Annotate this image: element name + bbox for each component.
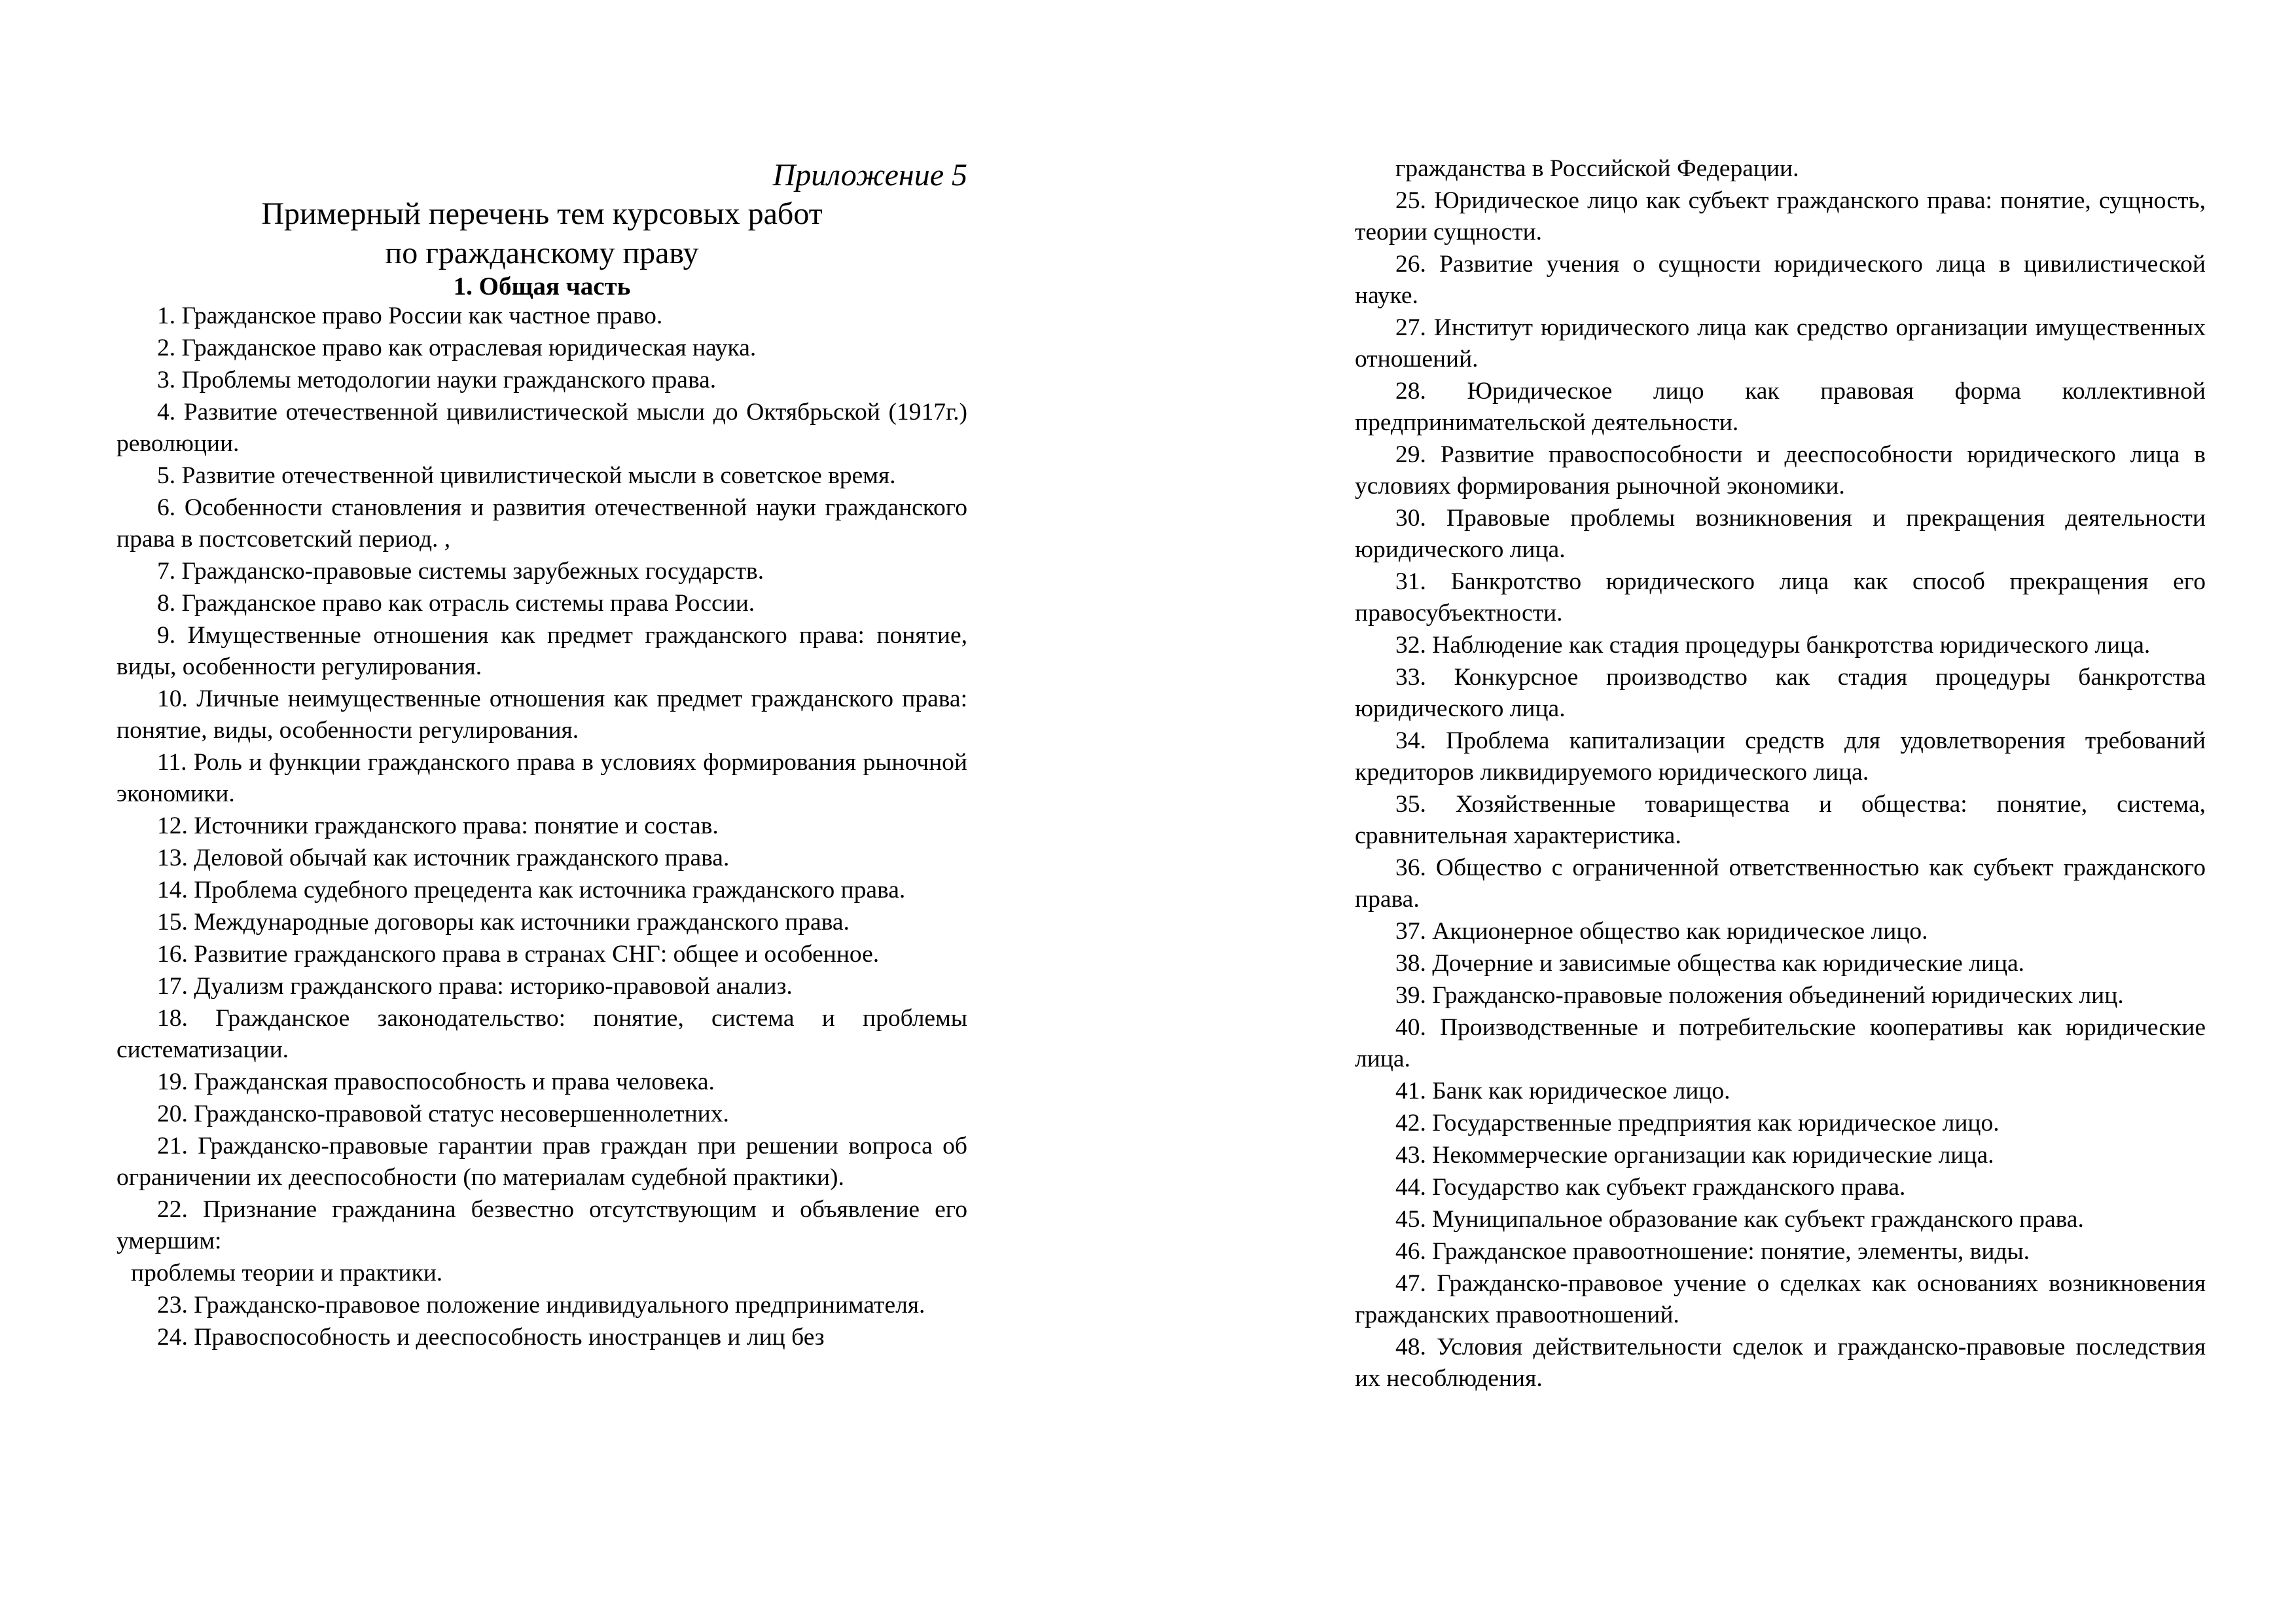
list-item: 17. Дуализм гражданского права: историко-правовой анализ.: [157, 973, 793, 1000]
list-item: 9. Имущественные отношения как предмет гражданского права: понятие, виды, особенности регулирования.: [117, 622, 967, 680]
list-item: 22. Признание гражданина безвестно отсутствующим и объявление его умершим:: [117, 1196, 967, 1254]
list-item: 27. Институт юридического лица как средство организации имущественных отношений.: [1355, 314, 2206, 373]
list-item: 25. Юридическое лицо как субъект гражданского права: понятие, сущность, теории сущности.: [1355, 187, 2206, 246]
list-item: 24. Правоспособность и дееспособность иностранцев и лиц без: [157, 1324, 825, 1351]
list-item: 1. Гражданское право России как частное право.: [157, 302, 663, 329]
list-item: 20. Гражданско-правовой статус несовершеннолетних.: [157, 1101, 729, 1127]
list-item: 23. Гражданско-правовое положение индивидуального предпринимателя.: [157, 1292, 925, 1319]
list-item: 19. Гражданская правоспособность и права человека.: [157, 1068, 715, 1095]
list-item: 15. Международные договоры как источники гражданского права.: [157, 909, 850, 936]
list-item: 47. Гражданско-правовое учение о сделках как основаниях возникновения гражданских правоотношений.: [1355, 1270, 2206, 1328]
title-line-2: по гражданскому праву: [385, 236, 699, 270]
list-item: 13. Деловой обычай как источник гражданского права.: [157, 845, 730, 871]
list-item: 30. Правовые проблемы возникновения и прекращения деятельности юридического лица.: [1355, 505, 2206, 563]
list-item: 21. Гражданско-правовые гарантии прав граждан при решении вопроса об ограничении их дееспособности (по материалам судебной практики).: [117, 1133, 967, 1191]
list-item: 35. Хозяйственные товарищества и общества: понятие, система, сравнительная характеристика.: [1355, 791, 2206, 849]
appendix-label: Приложение 5: [772, 158, 967, 192]
list-item: 2. Гражданское право как отраслевая юридическая наука.: [157, 335, 757, 361]
list-item: 43. Некоммерческие организации как юридические лица.: [1395, 1142, 1994, 1169]
list-item: 7. Гражданско-правовые системы зарубежных государств.: [157, 558, 764, 585]
title-line-1: Примерный перечень тем курсовых работ: [261, 196, 823, 231]
list-item: 42. Государственные предприятия как юридическое лицо.: [1395, 1110, 2000, 1137]
list-item-continuation: проблемы теории и практики.: [131, 1260, 443, 1286]
list-item: 48. Условия действительности сделок и гражданско-правовые последствия их несоблюдения.: [1355, 1334, 2206, 1392]
list-item: 29. Развитие правоспособности и дееспособности юридического лица в условиях формирования рыночной экономики.: [1355, 441, 2206, 500]
list-item: 45. Муниципальное образование как субъект гражданского права.: [1395, 1206, 2084, 1233]
list-item: 12. Источники гражданского права: понятие и состав.: [157, 812, 719, 839]
list-item: 6. Особенности становления и развития отечественной науки гражданского права в постсоветский период. ,: [117, 494, 967, 553]
page-title: [117, 194, 967, 273]
list-item: 5. Развитие отечественной цивилистической мысли в советское время.: [157, 462, 896, 489]
topic-list-right: [1355, 153, 2206, 1395]
section-heading: 1. Общая часть: [453, 272, 631, 301]
list-item: 32. Наблюдение как стадия процедуры банкротства юридического лица.: [1395, 632, 2151, 659]
list-item: 40. Производственные и потребительские кооперативы как юридические лица.: [1355, 1014, 2206, 1072]
list-item: 34. Проблема капитализации средств для удовлетворения требований кредиторов ликвидируемого юридического лица.: [1355, 727, 2206, 786]
list-item: 37. Акционерное общество как юридическое лицо.: [1395, 918, 1928, 945]
list-item: 41. Банк как юридическое лицо.: [1395, 1078, 1731, 1104]
list-item: 16. Развитие гражданского права в странах СНГ: общее и особенное.: [157, 941, 880, 968]
list-item: 39. Гражданско-правовые положения объединений юридических лиц.: [1395, 982, 2124, 1009]
list-item: 33. Конкурсное производство как стадия процедуры банкротства юридического лица.: [1355, 664, 2206, 722]
list-item: 4. Развитие отечественной цивилистической мысли до Октябрьской (1917г.) революции.: [117, 399, 967, 457]
list-item: 3. Проблемы методологии науки гражданского права.: [157, 367, 717, 393]
topic-list-left: [117, 301, 967, 1354]
list-item: 14. Проблема судебного прецедента как источника гражданского права.: [157, 877, 906, 903]
list-item: 46. Гражданское правоотношение: понятие, элементы, виды.: [1395, 1238, 2030, 1265]
list-item: 10. Личные неимущественные отношения как предмет гражданского права: понятие, виды, особенности регулирования.: [117, 685, 967, 744]
list-item-continuation: гражданства в Российской Федерации.: [1395, 155, 1799, 182]
list-item: 8. Гражданское право как отрасль системы права России.: [157, 590, 755, 617]
list-item: 31. Банкротство юридического лица как способ прекращения его правосубъектности.: [1355, 568, 2206, 627]
list-item: 11. Роль и функции гражданского права в условиях формирования рыночной экономики.: [117, 749, 967, 807]
list-item: 36. Общество с ограниченной ответственностью как субъект гражданского права.: [1355, 854, 2206, 913]
list-item: 18. Гражданское законодательство: понятие, система и проблемы систематизации.: [117, 1005, 967, 1063]
list-item: 26. Развитие учения о сущности юридического лица в цивилистической науке.: [1355, 251, 2206, 309]
list-item: 28. Юридическое лицо как правовая форма коллективной предпринимательской деятельности.: [1355, 378, 2206, 436]
list-item: 44. Государство как субъект гражданского права.: [1395, 1174, 1906, 1201]
list-item: 38. Дочерние и зависимые общества как юридические лица.: [1395, 950, 2025, 977]
